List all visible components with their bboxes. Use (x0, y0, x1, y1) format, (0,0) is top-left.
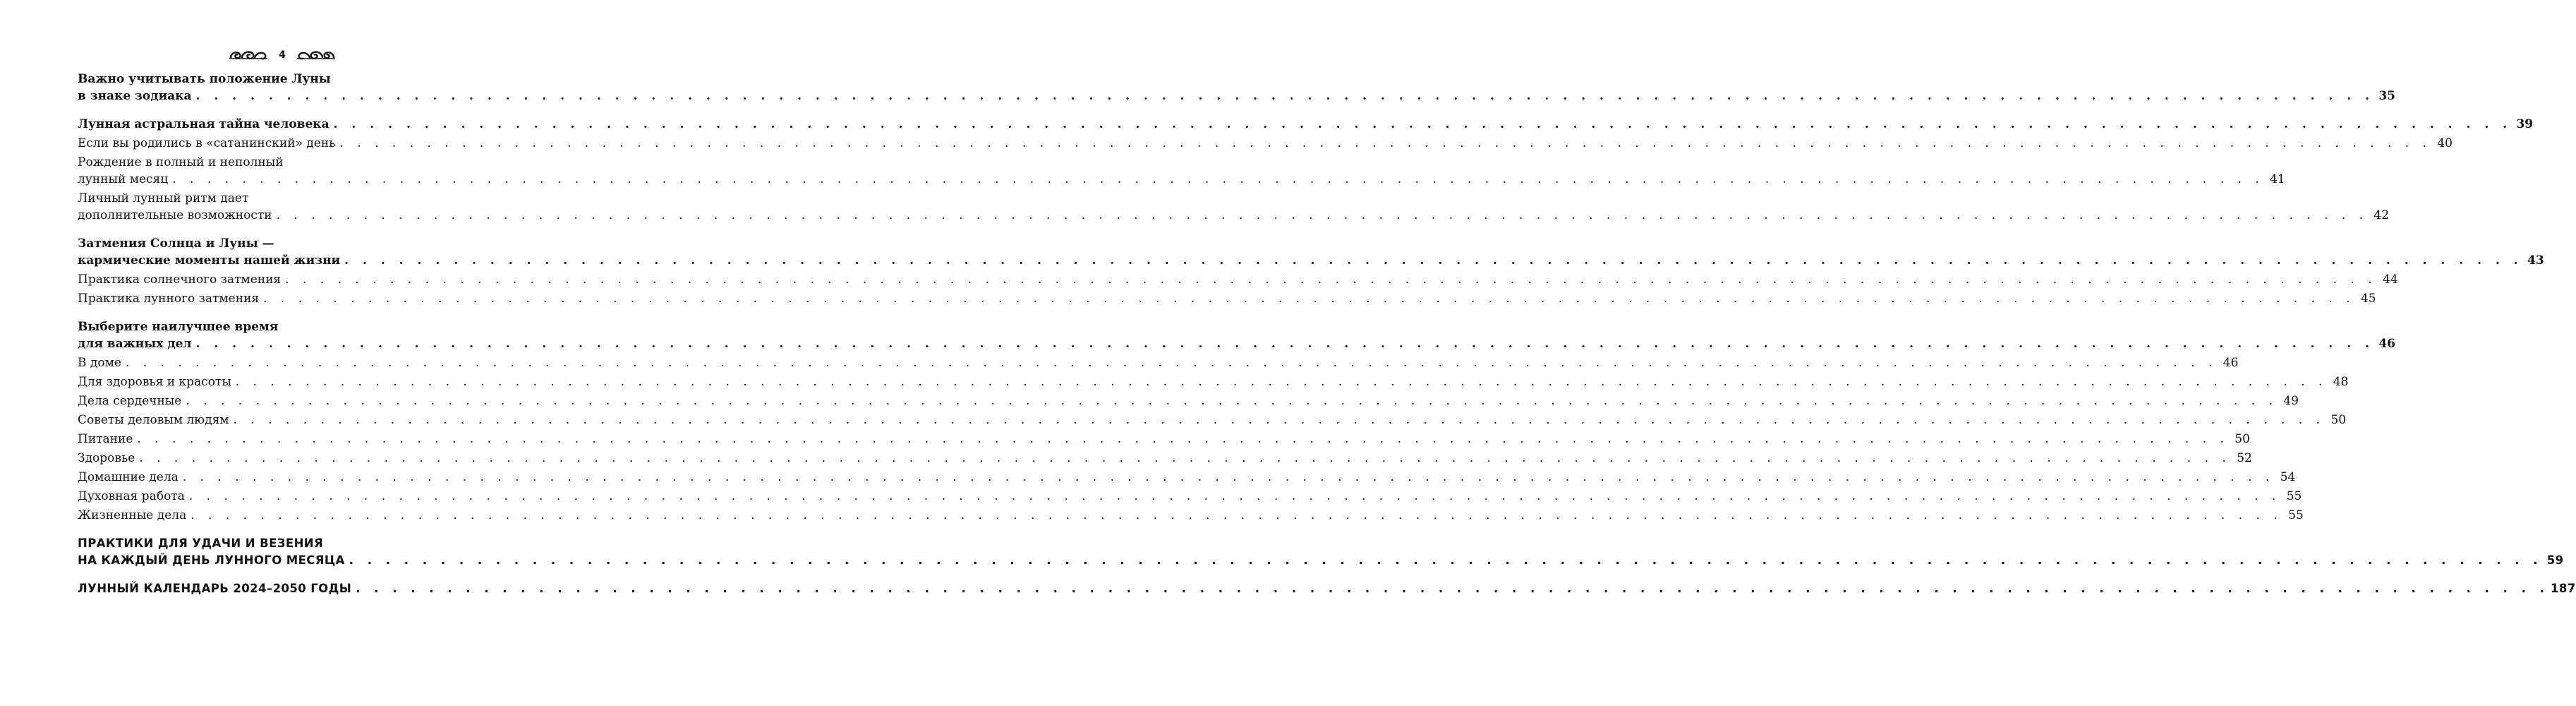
toc-entry-row (78, 431, 2250, 448)
toc-entry (78, 507, 2304, 524)
toc-entry-row (78, 354, 2239, 371)
toc-entry-title: лунный месяц (78, 172, 169, 186)
toc-entry-row (78, 207, 2390, 224)
dot-leader: . . . . . . . . . . . . . . . . . . . . . . . . . . . . . . . . . . . . . . . . . . . . . . . . . . . . . . . . . . . . . . . . . . . . . . . . . . . . . . . . . . . . . . . . . . . . . . . . . . . . . . . . . . . . . . . . . . . . . . . . (188, 489, 2281, 503)
toc-entry (78, 580, 2576, 597)
toc-entry-page: 50 (2330, 413, 2347, 427)
toc-entry-title: кармические моменты нашей жизни (78, 253, 341, 268)
toc-entry-title-line: ПРАКТИКИ ДЛЯ УДАЧИ И ВЕЗЕНИЯ (78, 537, 324, 550)
toc-entry-row (78, 171, 2285, 188)
toc-entry-page: 46 (2378, 337, 2395, 351)
toc-entry-title: дополнительные возможности (78, 208, 272, 222)
toc-entry-row (78, 373, 2349, 390)
toc-entry-row (78, 507, 2304, 524)
page-number: 4 (279, 49, 286, 61)
toc-entry-page: 42 (2374, 208, 2390, 222)
toc-entry-title: Советы деловым людям (78, 413, 229, 427)
toc-entry-title: Для здоровья и красоты (78, 375, 231, 389)
dot-leader: . . . . . . . . . . . . . . . . . . . . . . . . . . . . . . . . . . . . . . . . . . . . . . . . . . . . . . . . . . . . . . . . . . . . . . . . . . . . . . . . . . . . . . . . . . . . . . . . . . . . . . . . . . . . . . . . . . . . . . . . (195, 89, 2374, 103)
toc-entry-page: 59 (2546, 554, 2564, 567)
toc-entry-page: 40 (2437, 136, 2453, 150)
toc-entry-page: 35 (2378, 89, 2395, 103)
toc-entry-row (78, 335, 2395, 352)
toc-entry-row (78, 290, 2376, 307)
dot-leader: . . . . . . . . . . . . . . . . . . . . . . . . . . . . . . . . . . . . . . . . . . . . . . . . . . . . . . . . . . . . . . . . . . . . . . . . . . . . . . . . . . . . . . . . . . . . . . . . . . . . . . . . . . . . . . . . . . . . . . . . (186, 394, 2278, 408)
toc-entry (78, 190, 2390, 224)
toc-entry-page: 49 (2283, 394, 2299, 408)
toc-entry-page: 44 (2383, 273, 2398, 287)
dot-leader: . . . . . . . . . . . . . . . . . . . . . . . . . . . . . . . . . . . . . . . . . . . . . . . . . . . . . . . . . . . . . . . . . . . . . . . . . . . . . . . . . . . . . . . . . . . . . . . . . . . . . . . . . . . . . . . . . . . . . . . . (285, 273, 2377, 287)
toc-entry (78, 393, 2299, 409)
toc-entry-row (78, 252, 2544, 269)
dot-leader: . . . . . . . . . . . . . . . . . . . . . . . . . . . . . . . . . . . . . . . . . . . . . . . . . . . . . . . . . . . . . . . . . . . . . . . . . . . . . . . . . . . . . . . . . . . . . . . . . . . . . . . . . . . . . . . . . . . . . . . . (356, 582, 2549, 595)
dot-leader: . . . . . . . . . . . . . . . . . . . . . . . . . . . . . . . . . . . . . . . . . . . . . . . . . . . . . . . . . . . . . . . . . . . . . . . . . . . . . . . . . . . . . . . . . . . . . . . . . . . . . . . . . . . . . . . . . . . . . . . . (191, 508, 2282, 522)
dot-leader: . . . . . . . . . . . . . . . . . . . . . . . . . . . . . . . . . . . . . . . . . . . . . . . . . . . . . . . . . . . . . . . . . . . . . . . . . . . . . . . . . . . . . . . . . . . . . . . . . . . . . . . . . . . . . . . . . . . . . . . . (349, 554, 2543, 567)
toc-entry-page: 55 (2288, 508, 2304, 522)
toc-entry-row (78, 116, 2534, 133)
dot-leader: . . . . . . . . . . . . . . . . . . . . . . . . . . . . . . . . . . . . . . . . . . . . . . . . . . . . . . . . . . . . . . . . . . . . . . . . . . . . . . . . . . . . . . . . . . . . . . . . . . . . . . . . . . . . . . . . . . . . . . . . (233, 413, 2326, 427)
toc-entry-row (78, 412, 2347, 429)
toc-entry-title-line: Личный лунный ритм дает (78, 191, 249, 205)
ornament-left-icon (228, 48, 269, 62)
toc-entry-title: Жизненные дела (78, 508, 187, 522)
toc-entry-title-line: Важно учитывать положение Луны (78, 72, 331, 86)
toc-entry-title: Практика солнечного затмения (78, 273, 282, 287)
dot-leader: . . . . . . . . . . . . . . . . . . . . . . . . . . . . . . . . . . . . . . . . . . . . . . . . . . . . . . . . . . . . . . . . . . . . . . . . . . . . . . . . . . . . . . . . . . . . . . . . . . . . . . . . . . . . . . . . . . . . . . . . (139, 451, 2231, 465)
toc-entry-page: 54 (2280, 470, 2296, 484)
toc-entry-title-line: Затмения Солнца и Луны — (78, 237, 274, 251)
toc-entry-page: 39 (2516, 117, 2534, 131)
toc-entry-page: 50 (2235, 432, 2250, 446)
toc-entry-title: ЛУННЫЙ КАЛЕНДАРЬ 2024–2050 ГОДЫ (78, 582, 352, 595)
toc-entry-row (78, 271, 2398, 288)
toc-entry (78, 318, 2395, 352)
toc-entry-page: 187 (2550, 582, 2576, 595)
toc-entry (78, 354, 2239, 371)
toc-entry-title: Домашние дела (78, 470, 179, 484)
toc-entry (78, 450, 2252, 467)
toc-entry (78, 154, 2285, 188)
toc-entry-page: 46 (2223, 356, 2239, 370)
toc-entry-title: Питание (78, 432, 133, 446)
dot-leader: . . . . . . . . . . . . . . . . . . . . . . . . . . . . . . . . . . . . . . . . . . . . . . . . . . . . . . . . . . . . . . . . . . . . . . . . . . . . . . . . . . . . . . . . . . . . . . . . . . . . . . . . . . . . . . . . . . . . . . . . (235, 375, 2328, 389)
toc-entry-title: Лунная астральная тайна человека (78, 117, 329, 131)
toc-entry-row (78, 135, 2453, 152)
toc-entry (78, 71, 2395, 104)
dot-leader: . . . . . . . . . . . . . . . . . . . . . . . . . . . . . . . . . . . . . . . . . . . . . . . . . . . . . . . . . . . . . . . . . . . . . . . . . . . . . . . . . . . . . . . . . . . . . . . . . . . . . . . . . . . . . . . . . . . . . . . . (137, 432, 2229, 446)
toc-entry (78, 290, 2376, 307)
toc-entry (78, 116, 2534, 133)
toc-entry-page: 41 (2270, 172, 2285, 186)
dot-leader: . . . . . . . . . . . . . . . . . . . . . . . . . . . . . . . . . . . . . . . . . . . . . . . . . . . . . . . . . . . . . . . . . . . . . . . . . . . . . . . . . . . . . . . . . . . . . . . . . . . . . . . . . . . . . . . . . . . . . . . . (195, 337, 2374, 351)
dot-leader: . . . . . . . . . . . . . . . . . . . . . . . . . . . . . . . . . . . . . . . . . . . . . . . . . . . . . . . . . . . . . . . . . . . . . . . . . . . . . . . . . . . . . . . . . . . . . . . . . . . . . . . . . . . . . . . . . . . . . . . . (125, 356, 2218, 370)
dot-leader: . . . . . . . . . . . . . . . . . . . . . . . . . . . . . . . . . . . . . . . . . . . . . . . . . . . . . . . . . . . . . . . . . . . . . . . . . . . . . . . . . . . . . . . . . . . . . . . . . . . . . . . . . . . . . . . . . . . . . . . . (339, 136, 2431, 150)
toc-entry-page: 48 (2333, 375, 2349, 389)
toc-entry-title: Если вы родились в «сатанинский» день (78, 136, 336, 150)
dot-leader: . . . . . . . . . . . . . . . . . . . . . . . . . . . . . . . . . . . . . . . . . . . . . . . . . . . . . . . . . . . . . . . . . . . . . . . . . . . . . . . . . . . . . . . . . . . . . . . . . . . . . . . . . . . . . . . . . . . . . . . . (276, 208, 2369, 222)
toc-entry-title: Духовная работа (78, 489, 185, 503)
toc-entry-row (78, 88, 2395, 104)
toc-entry-row (78, 393, 2299, 409)
toc-entry-page: 52 (2237, 451, 2252, 465)
toc-entry-title-line: Выберите наилучшее время (78, 320, 279, 334)
toc-entry-row (78, 450, 2252, 467)
toc-entry-title: Здоровье (78, 451, 135, 465)
dot-leader: . . . . . . . . . . . . . . . . . . . . . . . . . . . . . . . . . . . . . . . . . . . . . . . . . . . . . . . . . . . . . . . . . . . . . . . . . . . . . . . . . . . . . . . . . . . . . . . . . . . . . . . . . . . . . . . . . . . . . . . . (333, 117, 2512, 131)
toc-entry (78, 373, 2349, 390)
table-of-contents (78, 71, 2576, 597)
toc-entry-row (78, 580, 2576, 597)
ornament-right-icon (296, 48, 337, 62)
toc-entry (78, 431, 2250, 448)
toc-entry-row (78, 488, 2302, 505)
toc-entry (78, 235, 2544, 269)
page-header (0, 45, 564, 65)
toc-entry (78, 412, 2347, 429)
toc-entry (78, 135, 2453, 152)
toc-entry (78, 469, 2296, 486)
dot-leader: . . . . . . . . . . . . . . . . . . . . . . . . . . . . . . . . . . . . . . . . . . . . . . . . . . . . . . . . . . . . . . . . . . . . . . . . . . . . . . . . . . . . . . . . . . . . . . . . . . . . . . . . . . . . . . . . . . . . . . . . (182, 470, 2275, 484)
toc-entry (78, 535, 2564, 569)
toc-entry-title: Дела сердечные (78, 394, 182, 408)
dot-leader: . . . . . . . . . . . . . . . . . . . . . . . . . . . . . . . . . . . . . . . . . . . . . . . . . . . . . . . . . . . . . . . . . . . . . . . . . . . . . . . . . . . . . . . . . . . . . . . . . . . . . . . . . . . . . . . . . . . . . . . . (172, 172, 2264, 186)
toc-entry-title: В доме (78, 356, 121, 370)
toc-entry-page: 43 (2527, 253, 2544, 268)
toc-entry-title: Практика лунного затмения (78, 292, 260, 306)
toc-entry-title: для важных дел (78, 337, 192, 351)
toc-entry-title-line: Рождение в полный и неполный (78, 155, 284, 169)
toc-entry-title: в знаке зодиака (78, 89, 192, 103)
dot-leader: . . . . . . . . . . . . . . . . . . . . . . . . . . . . . . . . . . . . . . . . . . . . . . . . . . . . . . . . . . . . . . . . . . . . . . . . . . . . . . . . . . . . . . . . . . . . . . . . . . . . . . . . . . . . . . . . . . . . . . . . (344, 253, 2523, 268)
toc-entry-title: НА КАЖДЫЙ ДЕНЬ ЛУННОГО МЕСЯЦА (78, 554, 345, 567)
toc-entry (78, 488, 2302, 505)
toc-entry-page: 45 (2360, 292, 2376, 306)
toc-entry-page: 55 (2286, 489, 2302, 503)
dot-leader: . . . . . . . . . . . . . . . . . . . . . . . . . . . . . . . . . . . . . . . . . . . . . . . . . . . . . . . . . . . . . . . . . . . . . . . . . . . . . . . . . . . . . . . . . . . . . . . . . . . . . . . . . . . . . . . . . . . . . . . . (263, 292, 2355, 306)
toc-entry-row (78, 469, 2296, 486)
toc-entry (78, 271, 2398, 288)
toc-entry-row (78, 552, 2564, 569)
